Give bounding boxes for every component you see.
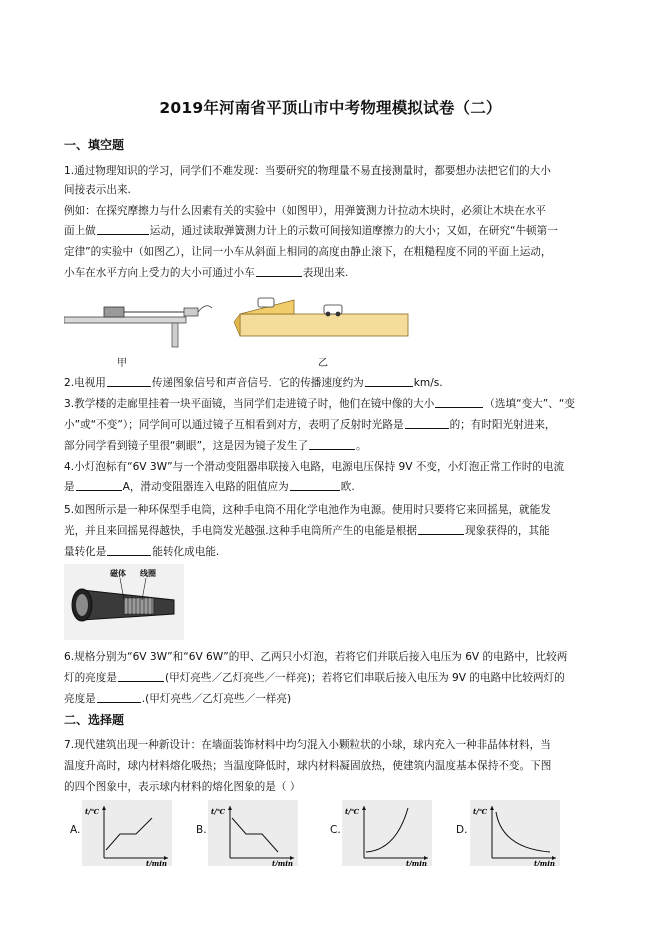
q2-middle: 传递图象信号和声音信号．它的传播速度约为 [151, 377, 364, 389]
section-heading-fill-blank: 一、填空题 [64, 138, 125, 152]
q1-line-4-start: 面上做 [64, 225, 96, 237]
answer-blank[interactable] [365, 376, 413, 387]
q3-line-3 [64, 439, 604, 453]
q6-line-3-end: .(甲灯亮些／乙灯亮些／一样亮) [141, 693, 292, 705]
q7-line-2: 温度升高时，球内材料熔化吸热；当温度降低时，球内材料凝固放热，使建筑内温度基本保持不变。下图 [64, 760, 552, 772]
q1-line-3: 例如：在探究摩擦力与什么因素有关的实验中（如图甲），用弹簧测力计拉动木块时，必须让木块在水平 [64, 205, 547, 217]
answer-blank[interactable] [107, 376, 151, 387]
answer-blank[interactable] [118, 671, 164, 682]
figure-cart-slope-experiment [232, 292, 412, 342]
page-title: 2019年河南省平顶山市中考物理模拟试卷（二） [159, 99, 502, 117]
answer-blank[interactable] [107, 545, 151, 556]
q6-line-3 [64, 692, 604, 706]
q4-line-2-start: 是 [64, 481, 75, 493]
q3-line-2-start: 小”或“不变”）；同学间可以通过镜子互相看到对方，表明了反射时光路是 [64, 419, 404, 431]
answer-blank[interactable] [309, 439, 355, 450]
section-heading-multiple-choice: 二、选择题 [64, 713, 125, 727]
q7-line-3: 的四个图象中，表示球内材料的熔化图象的是（ ） [64, 781, 301, 793]
y-axis-label: t/℃ [85, 807, 100, 816]
q1-line-2: 间接表示出来. [64, 184, 131, 196]
q6-line-1: 6.规格分别为“6V 3W”和“6V 6W”的甲、乙两只小灯泡，若将它们并联后接入电压为 6V 的电路中，比较两 [64, 651, 568, 663]
q1-line-6-start: 小车在水平方向上受力的大小可通过小车 [64, 267, 255, 279]
q4-line-2-end: 欧. [340, 481, 355, 493]
q4-line-2-middle: A，滑动变阻器连入电路的阻值应为 [122, 481, 289, 493]
q3-line-1-start: 3.教学楼的走廊里挂着一块平面镜，当同学们走进镜子时，他们在镜中像的大小 [64, 398, 435, 410]
x-axis-label: t/min [534, 859, 555, 866]
x-axis-label: t/min [272, 859, 293, 866]
q2-line [64, 376, 604, 390]
option-c-graph[interactable] [342, 800, 432, 866]
option-d-label[interactable]: D. [456, 824, 468, 836]
figure-flashlight [64, 564, 184, 640]
y-axis-label: t/℃ [345, 807, 360, 816]
q5-line-2 [64, 524, 604, 538]
figure-caption-b: 乙 [318, 358, 328, 369]
label-magnet: 磁体 [110, 569, 126, 578]
q4-line-2 [64, 480, 604, 494]
y-axis-label: t/℃ [211, 807, 226, 816]
q3-line-1-end: （选填“变大”、“变 [484, 398, 575, 410]
answer-blank[interactable] [435, 397, 483, 408]
q2-start: 2.电视用 [64, 377, 106, 389]
answer-blank[interactable] [97, 224, 149, 235]
q3-line-1 [64, 397, 604, 411]
q1-line-1: 1.通过物理知识的学习，同学们不难发现：当要研究的物理量不易直接测量时，都要想办法把它们的大小 [64, 165, 551, 177]
answer-blank[interactable] [405, 418, 449, 429]
option-b-graph[interactable] [208, 800, 298, 866]
q6-line-2 [64, 671, 604, 685]
figure-friction-experiment [64, 292, 214, 352]
q3-line-3-end: 。 [356, 440, 367, 452]
x-axis-label: t/min [146, 859, 167, 866]
q7-line-1: 7.现代建筑出现一种新设计：在墙面装饰材料中均匀混入小颗粒状的小球，球内充入一种非晶体材料，当 [64, 739, 551, 751]
option-d-graph[interactable] [470, 800, 560, 866]
q5-line-3 [64, 545, 604, 559]
q3-line-2-end: 的；有时阳光射进来， [449, 419, 556, 431]
option-a-graph[interactable] [82, 800, 172, 866]
x-axis-label: t/min [406, 859, 427, 866]
q5-line-3-start: 量转化是 [64, 546, 107, 558]
option-a-label[interactable]: A. [70, 824, 81, 836]
answer-blank[interactable] [290, 480, 340, 491]
option-c-label[interactable]: C. [330, 824, 341, 836]
answer-blank[interactable] [418, 524, 464, 535]
q3-line-3-start: 部分同学看到镜子里很“刺眼”，这是因为镜子发生了 [64, 440, 309, 452]
q2-end: km/s. [413, 377, 443, 389]
answer-blank[interactable] [76, 480, 122, 491]
q6-line-3-start: 亮度是 [64, 693, 96, 705]
q1-line-6-end: 表现出来. [302, 267, 349, 279]
q1-line-4-end: 运动，通过读取弹簧测力计上的示数可间接知道摩擦力的大小；又如，在研究“牛顿第一 [149, 225, 558, 237]
y-axis-label: t/℃ [473, 807, 488, 816]
q1-line-4 [64, 224, 604, 238]
q5-line-3-end: 能转化成电能. [152, 546, 220, 558]
answer-blank[interactable] [97, 692, 141, 703]
q6-line-2-start: 灯的亮度是 [64, 672, 117, 684]
q4-line-1: 4.小灯泡标有“6V 3W”与一个滑动变阻器串联接入电路，电源电压保持 9V 不变，小灯泡正常工作时的电流 [64, 461, 565, 473]
q5-line-2-start: 光，并且来回摇晃得越快，手电筒发光越强.这种手电筒所产生的电能是根据 [64, 525, 417, 537]
q6-line-2-end: (甲灯亮些／乙灯亮些／一样亮)；若将它们串联后接入电压为 9V 的电路中比较两灯的 [164, 672, 565, 684]
figure-caption-a: 甲 [117, 358, 127, 369]
q1-line-6 [64, 266, 604, 280]
q5-line-1: 5.如图所示是一种环保型手电筒，这种手电筒不用化学电池作为电源。使用时只要将它来回摇晃，就能发 [64, 504, 551, 516]
q1-line-5: 定律”的实验中（如图乙），让同一小车从斜面上相同的高度由静止滚下，在粗糙程度不同的平面上运动， [64, 246, 552, 258]
option-b-label[interactable]: B. [196, 824, 207, 836]
label-coil: 线圈 [140, 569, 156, 578]
q5-line-2-end: 现象获得的，其能 [464, 525, 550, 537]
q3-line-2 [64, 418, 604, 432]
answer-blank[interactable] [256, 266, 302, 277]
